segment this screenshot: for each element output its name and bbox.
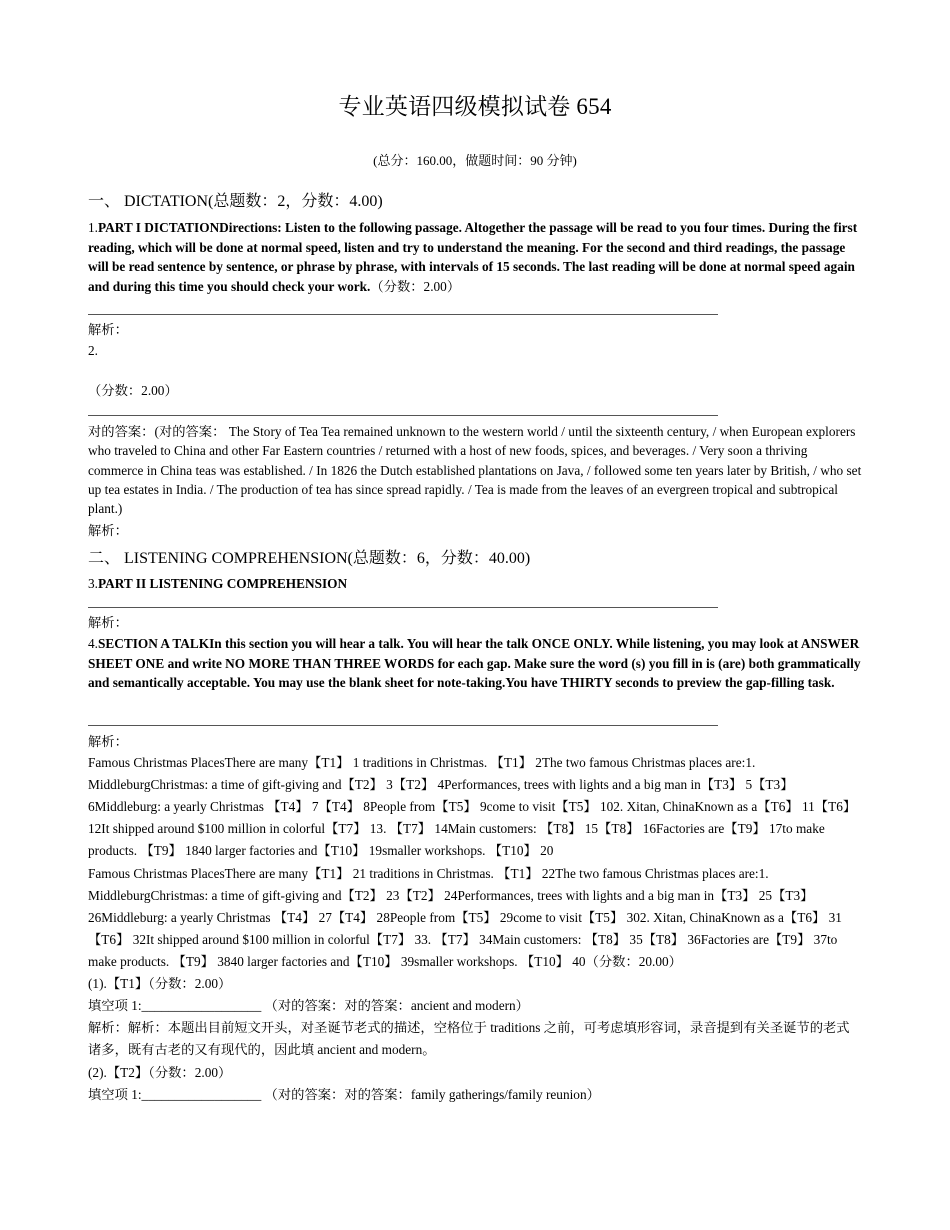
analysis-label: 解析： [88, 615, 128, 630]
question-score: （分数：2.00） [370, 278, 461, 294]
section-heading-listening: 二、 LISTENING COMPREHENSION(总题数：6，分数：40.00) [88, 550, 531, 567]
page-subtitle: (总分：160.00，做题时间：90 分钟) [373, 153, 577, 168]
question-2-score: （分数：2.00） [88, 383, 178, 398]
passage-1: Famous Christmas PlacesThere are many【T1】 1 traditions in Christmas. 【T1】 2The two famous Christmas places are:1. MiddleburgChristmas: a time of gift-giving and【T2】 3【T2】 4Performances, trees with lights and a big man in【T3】 5【T3】 6Middleburg: a yearly Christmas 【T4】 7【T4】 8People from【T5】 9come to visit【T5】 102. Xitan, ChinaKnown as a【T6】 11【T6】 12It shipped around $100 million in colorful【T7】 13. 【T7】 14Main customers: 【T8】 15【T8】 16Factories are【T9】 17to make products. 【T9】 1840 larger factories and【T10】 19smaller workshops. 【T10】 20 [88, 755, 857, 858]
question-number: 3. [88, 576, 98, 591]
subquestion-1-analysis: 解析：解析：本题出目前短文开头，对圣诞节老式的描述，空格位于 traditions 之前，可考虑填形容词，录音提到有关圣诞节的老式诸多，既有古老的又有现代的，因此填 ancient and modern。 [88, 1020, 850, 1057]
subquestion-2-heading: (2).【T2】（分数：2.00） [88, 1065, 232, 1080]
question-1 [88, 218, 862, 296]
question-2-number: 2. [88, 343, 98, 358]
question-text: PART I DICTATIONDirections: Listen to the following passage. Altogether the passage will be read to you four times. During the first reading, which will be done at normal speed, listen and try to understand the meaning. For the second and third readings, the passage will be read sentence by sentence, or phrase by phrase, with intervals of 15 seconds. The last reading will be done at normal speed again and during this time you should check your work. [88, 220, 858, 294]
answer-line [88, 314, 718, 315]
question-number: 1. [88, 220, 98, 235]
page-title: 专业英语四级模拟试卷 654 [338, 94, 612, 119]
subquestion-1-heading: (1).【T1】（分数：2.00） [88, 976, 232, 991]
section-heading-dictation: 一、 DICTATION(总题数：2，分数：4.00) [88, 193, 383, 210]
question-text: SECTION A TALKIn this section you will hear a talk. You will hear the talk ONCE ONLY. While listening, you may look at ANSWER SHEET ONE and write NO MORE THAN THREE WORDS for each gap. Make sure the word (s) you fill in is (are) both grammatically and semantically acceptable. You may use the blank sheet for note-taking.You have THIRTY seconds to preview the gap-filling task. [88, 636, 861, 691]
question-2-answer: 对的答案：(对的答案： The Story of Tea Tea remained unknown to the western world / until the sixteenth century, / when European explorers who traveled to China and other Far Eastern countries / returned with a host of new foods, spices, and beverages. / Very soon a thriving commerce in China teas was established. / In 1826 the Dutch established plantations on Java, / followed some ten years later by British, / who set up tea estates in India. / The production of tea has since spread rapidly. / Tea is made from the leaves of an evergreen tropical and subtropical plant.) [88, 424, 862, 517]
answer-line [88, 607, 718, 608]
question-number: 4. [88, 636, 98, 651]
subquestion-2-fill: 填空项 1:__________________ （对的答案：对的答案：family gatherings/family reunion） [88, 1087, 600, 1102]
analysis-label: 解析： [88, 734, 128, 749]
answer-line [88, 725, 718, 726]
passage-2: Famous Christmas PlacesThere are many【T1】 21 traditions in Christmas. 【T1】 22The two famous Christmas places are:1. MiddleburgChristmas: a time of gift-giving and【T2】 23【T2】 24Performances, trees with lights and a big man in【T3】 25【T3】 26Middleburg: a yearly Christmas 【T4】 27【T4】 28People from【T5】 29come to visit【T5】 302. Xitan, ChinaKnown as a【T6】 31【T6】 32It shipped around $100 million in colorful【T7】 33. 【T7】 34Main customers: 【T8】 35【T8】 36Factories are【T9】 37to make products. 【T9】 3840 larger factories and【T10】 39smaller workshops. 【T10】 40（分数：20.00） [88, 866, 842, 969]
question-3 [88, 574, 862, 594]
question-4 [88, 634, 862, 693]
analysis-label: 解析： [88, 322, 128, 337]
analysis-label: 解析： [88, 523, 128, 538]
question-text: PART II LISTENING COMPREHENSION [97, 576, 348, 591]
subquestion-1-fill: 填空项 1:__________________ （对的答案：对的答案：ancient and modern） [88, 998, 529, 1013]
answer-line [88, 415, 718, 416]
